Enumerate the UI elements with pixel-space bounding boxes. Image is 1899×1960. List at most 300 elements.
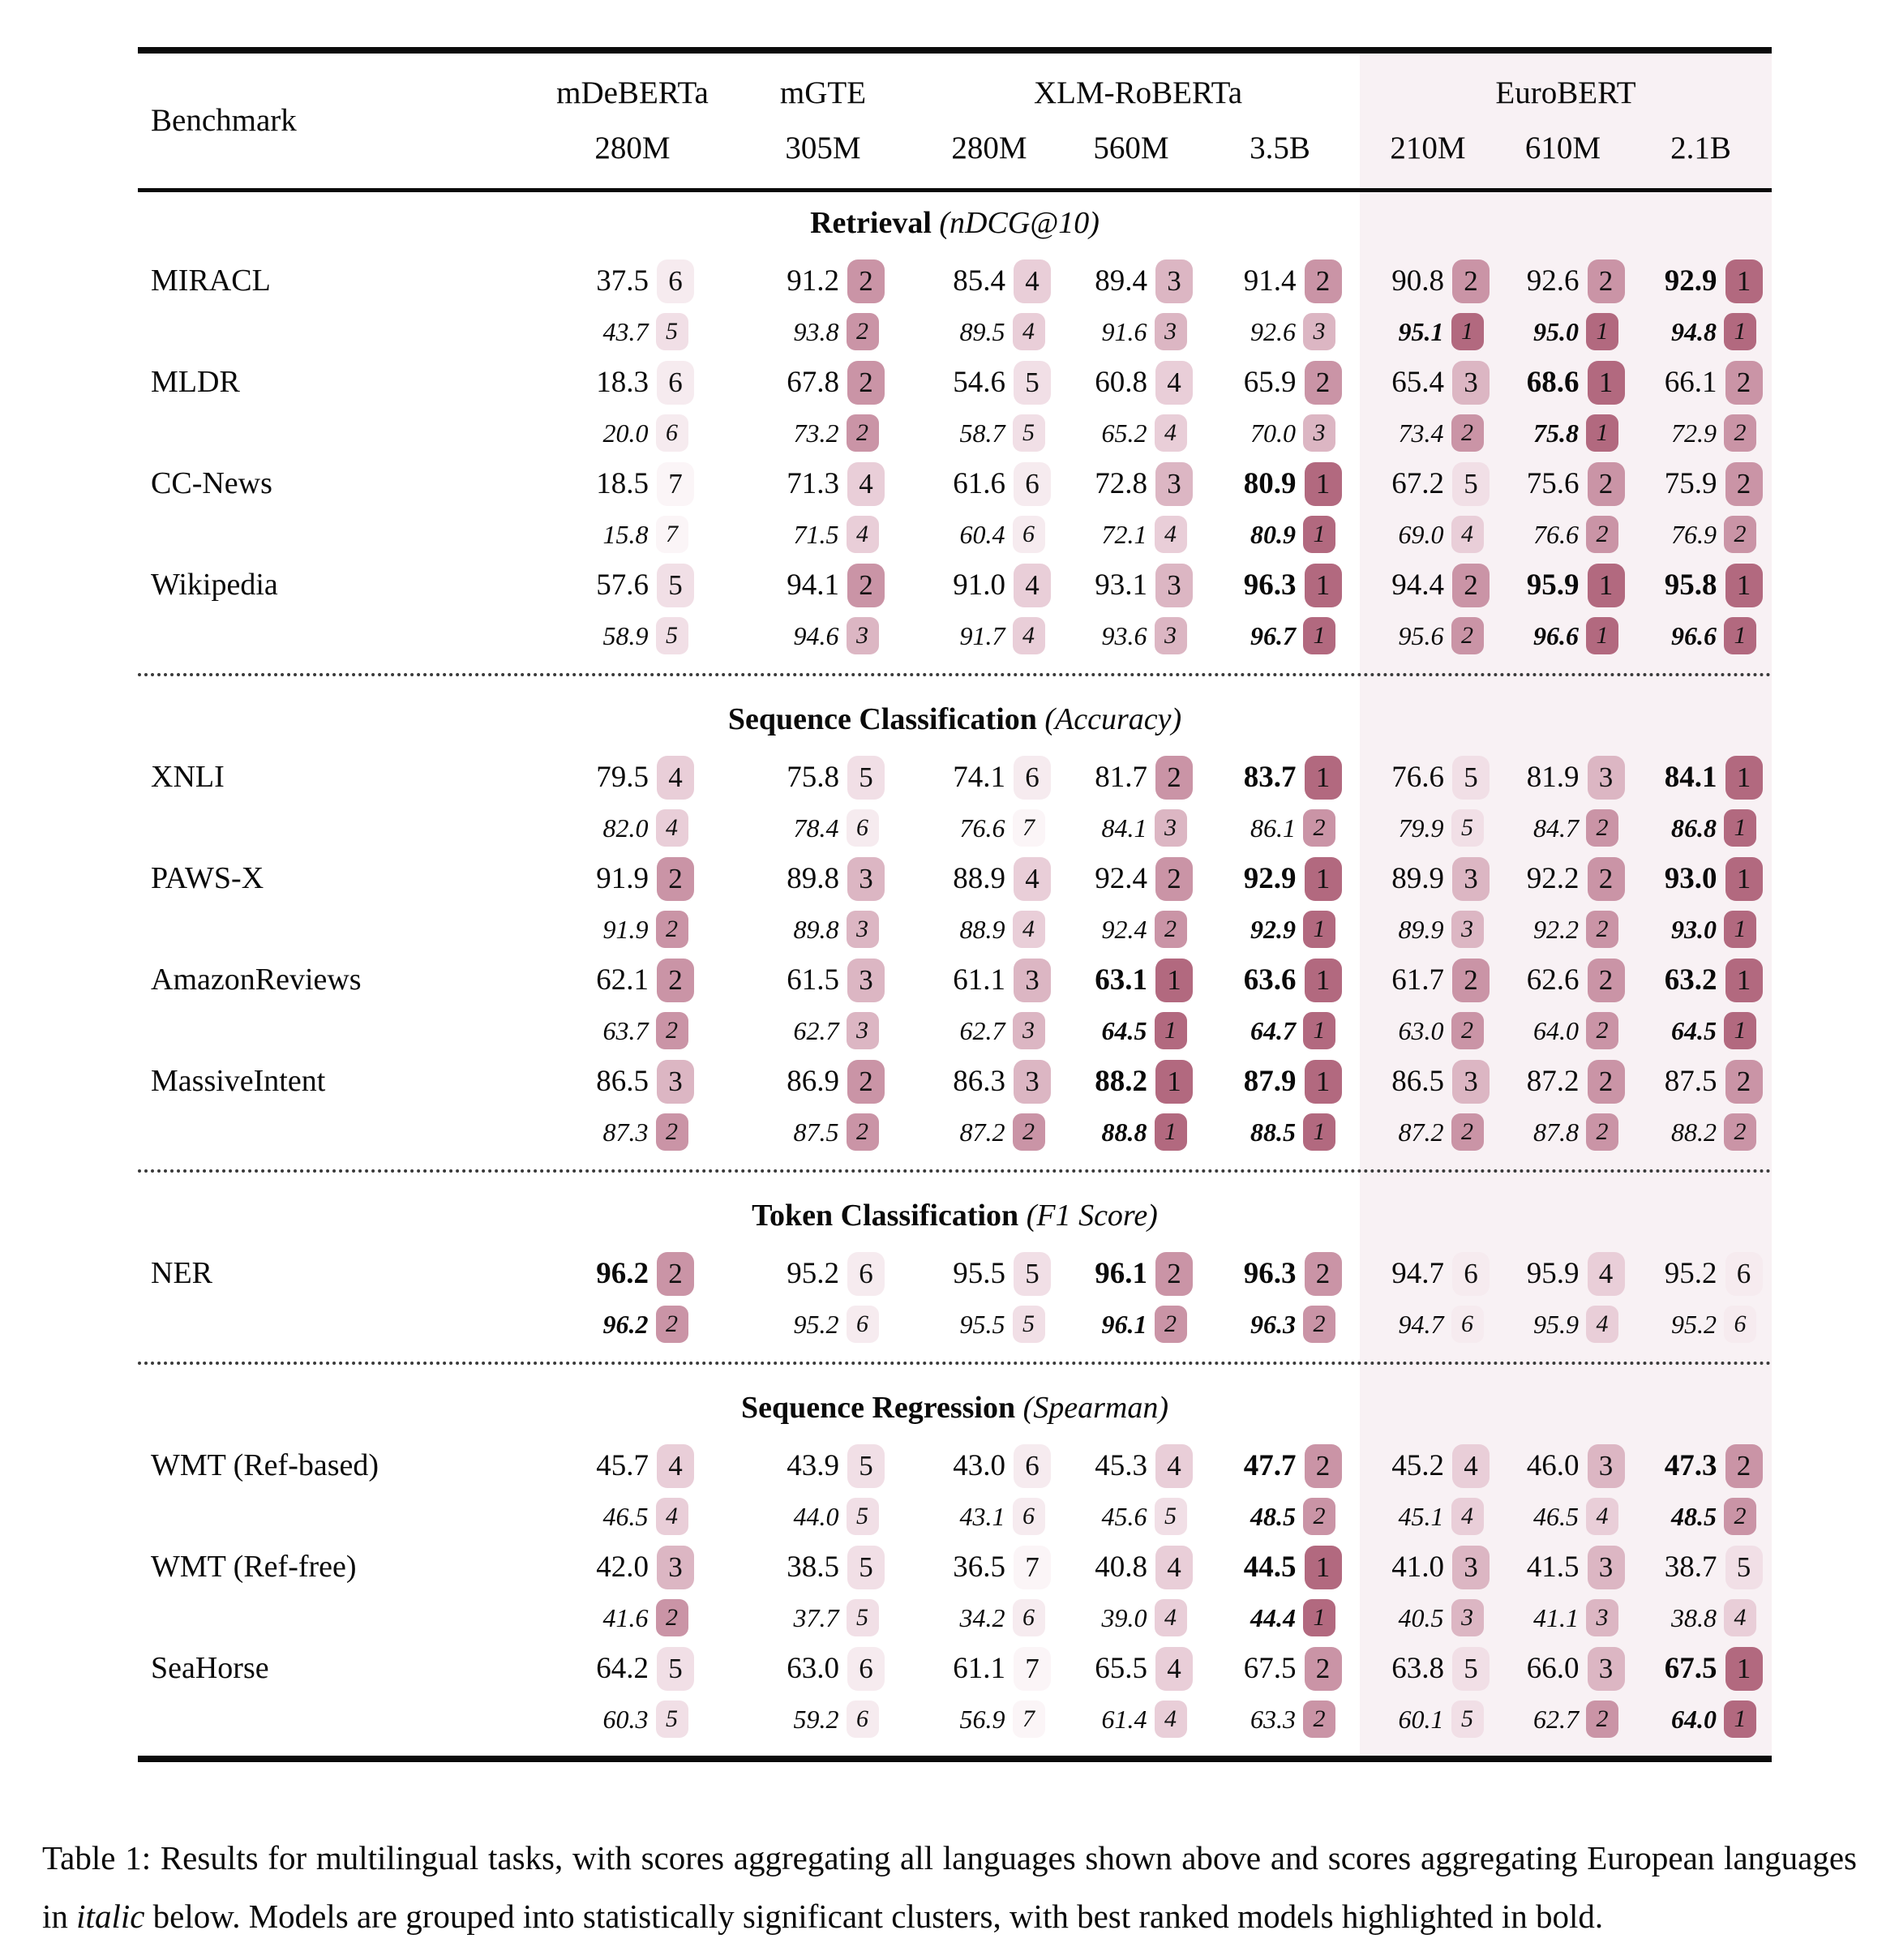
- rank-badge: 2: [1586, 809, 1618, 847]
- score-value: 87.8: [1533, 1117, 1579, 1147]
- rank-badge: 2: [847, 414, 879, 452]
- score-cell: [730, 1641, 916, 1743]
- score-cell: [1200, 953, 1360, 1054]
- rank-badge: 3: [1155, 809, 1187, 847]
- score-value: 95.2: [1671, 1309, 1717, 1339]
- score-value: 63.3: [1250, 1704, 1296, 1734]
- score-value: 65.4: [1391, 366, 1444, 399]
- rank-badge: 5: [1452, 462, 1490, 506]
- score-european-languages: [1630, 1301, 1772, 1348]
- score-cell: [1062, 1439, 1200, 1540]
- model-group-xlm-roberta: XLM-RoBERTa: [1033, 75, 1243, 110]
- score-all-languages: [730, 1246, 916, 1301]
- score-european-languages: [1360, 804, 1496, 851]
- score-value: 87.5: [1664, 1065, 1717, 1098]
- score-european-languages: [1496, 612, 1630, 659]
- rank-badge: 6: [847, 1252, 885, 1296]
- score-european-languages: [1200, 1007, 1360, 1054]
- rank-badge: 1: [1724, 809, 1756, 847]
- score-european-languages: [1496, 906, 1630, 953]
- rank-badge: 4: [1451, 1498, 1484, 1535]
- score-value: 96.3: [1250, 1309, 1296, 1339]
- section-header: [138, 1185, 1772, 1246]
- rank-badge: 3: [1452, 857, 1490, 901]
- score-cell: [916, 1439, 1062, 1540]
- score-european-languages: [1496, 410, 1630, 457]
- score-value: 94.7: [1391, 1257, 1444, 1290]
- score-value: 92.4: [1101, 914, 1147, 944]
- score-value: 64.2: [596, 1652, 649, 1685]
- rank-badge: 2: [1155, 1306, 1187, 1343]
- rank-badge: 3: [847, 959, 885, 1002]
- score-european-languages: [535, 1493, 730, 1540]
- rank-badge: 2: [847, 564, 885, 607]
- score-european-languages: [1630, 511, 1772, 558]
- score-value: 37.7: [793, 1602, 839, 1632]
- score-european-languages: [1630, 1007, 1772, 1054]
- score-value: 83.7: [1243, 761, 1297, 794]
- score-value: 87.2: [1526, 1065, 1580, 1098]
- benchmark-label: SeaHorse: [151, 1651, 269, 1685]
- score-value: 95.0: [1533, 316, 1579, 346]
- rank-badge: 3: [1452, 361, 1490, 405]
- score-european-languages: [1062, 1493, 1200, 1540]
- score-european-languages: [535, 804, 730, 851]
- rank-badge: 3: [1586, 1599, 1618, 1636]
- score-european-languages: [916, 612, 1062, 659]
- score-value: 88.8: [1101, 1117, 1147, 1147]
- score-european-languages: [1630, 804, 1772, 851]
- rank-badge: 5: [1013, 414, 1045, 452]
- score-european-languages: [1496, 1594, 1630, 1641]
- rank-badge: 2: [1724, 1498, 1756, 1535]
- rank-badge: 4: [1155, 516, 1187, 553]
- score-value: 61.7: [1391, 963, 1444, 997]
- score-all-languages: [1062, 750, 1200, 804]
- rank-badge: 6: [1451, 1306, 1484, 1343]
- rank-badge: 1: [1155, 1012, 1187, 1049]
- score-value: 67.8: [787, 366, 839, 399]
- rank-badge: 4: [657, 756, 694, 800]
- score-cell: [1062, 953, 1200, 1054]
- rank-badge: 1: [1305, 857, 1342, 901]
- score-value: 54.6: [953, 366, 1005, 399]
- score-value: 69.0: [1398, 519, 1444, 549]
- score-cell: [730, 851, 916, 953]
- score-all-languages: [916, 254, 1062, 308]
- score-value: 45.3: [1095, 1449, 1147, 1482]
- score-value: 72.8: [1095, 467, 1147, 500]
- rank-badge: 4: [847, 516, 879, 553]
- rank-badge: 2: [1586, 1113, 1618, 1151]
- score-all-languages: [1200, 851, 1360, 906]
- rank-badge: 5: [1451, 1701, 1484, 1738]
- score-european-languages: [1496, 1007, 1630, 1054]
- score-all-languages: [1360, 1246, 1496, 1301]
- score-value: 61.1: [953, 963, 1005, 997]
- score-value: 76.6: [959, 813, 1005, 843]
- model-group-eurobert: EuroBERT: [1495, 75, 1636, 110]
- score-all-languages: [1496, 851, 1630, 906]
- rank-badge: 5: [1014, 361, 1051, 405]
- score-european-languages: [535, 511, 730, 558]
- rank-badge: 1: [1588, 361, 1625, 405]
- score-value: 89.4: [1095, 264, 1147, 298]
- score-value: 96.6: [1533, 620, 1579, 650]
- model-group-mdeberta: mDeBERTa: [556, 75, 709, 110]
- score-cell: [1200, 457, 1360, 558]
- score-value: 64.0: [1671, 1704, 1717, 1734]
- score-cell: [916, 355, 1062, 457]
- score-cell: [1360, 1540, 1496, 1641]
- score-european-languages: [916, 1109, 1062, 1156]
- score-all-languages: [1496, 750, 1630, 804]
- score-cell: [1360, 1641, 1496, 1743]
- score-european-languages: [1360, 1301, 1496, 1348]
- score-cell: [1630, 558, 1772, 659]
- rank-badge: 2: [657, 959, 694, 1002]
- rank-badge: 5: [1451, 809, 1484, 847]
- rank-badge: 6: [847, 809, 879, 847]
- score-all-languages: [1200, 254, 1360, 308]
- rank-badge: 2: [847, 313, 879, 350]
- rank-badge: 2: [1725, 1444, 1763, 1488]
- score-all-languages: [535, 1246, 730, 1301]
- benchmark-row: [138, 254, 1772, 355]
- score-cell: [1200, 1540, 1360, 1641]
- score-european-languages: [916, 1696, 1062, 1743]
- section-divider: [138, 673, 1772, 676]
- rank-badge: 6: [1013, 1599, 1045, 1636]
- score-european-languages: [1200, 410, 1360, 457]
- score-cell: [535, 750, 730, 851]
- rank-badge: 2: [656, 1599, 688, 1636]
- rank-badge: 1: [1725, 1647, 1763, 1691]
- score-cell: [535, 355, 730, 457]
- score-all-languages: [1062, 355, 1200, 410]
- rank-badge: 4: [1155, 1599, 1187, 1636]
- score-value: 67.2: [1391, 467, 1444, 500]
- score-value: 78.4: [793, 813, 839, 843]
- score-cell: [1200, 1246, 1360, 1348]
- score-value: 57.6: [596, 568, 649, 602]
- rank-badge: 5: [1013, 1306, 1045, 1343]
- score-all-languages: [916, 1439, 1062, 1493]
- benchmark-row: [138, 558, 1772, 659]
- rank-badge: 1: [1155, 959, 1193, 1002]
- score-value: 48.5: [1671, 1501, 1717, 1531]
- score-value: 92.9: [1664, 264, 1717, 298]
- score-value: 95.2: [793, 1309, 839, 1339]
- score-cell: [1630, 1439, 1772, 1540]
- score-european-languages: [1200, 906, 1360, 953]
- score-value: 71.3: [787, 467, 839, 500]
- rank-badge: 4: [1586, 1498, 1618, 1535]
- rank-badge: 2: [847, 1060, 885, 1104]
- score-value: 41.5: [1526, 1550, 1580, 1584]
- score-value: 41.6: [602, 1602, 649, 1632]
- score-cell: [916, 558, 1062, 659]
- score-all-languages: [1200, 1641, 1360, 1696]
- rank-badge: 1: [1586, 617, 1618, 654]
- score-value: 79.9: [1398, 813, 1444, 843]
- model-group-mgte: mGTE: [779, 75, 867, 110]
- rank-badge: 3: [847, 1012, 879, 1049]
- rank-badge: 7: [1014, 1546, 1051, 1589]
- score-value: 94.4: [1391, 568, 1444, 602]
- rank-badge: 3: [1014, 1060, 1051, 1104]
- score-value: 86.1: [1250, 813, 1296, 843]
- caption-italic-word: italic: [76, 1898, 145, 1935]
- score-value: 38.5: [787, 1550, 839, 1584]
- rank-badge: 3: [1155, 259, 1193, 303]
- rank-badge: 3: [1588, 1546, 1625, 1589]
- rank-badge: 2: [1725, 361, 1763, 405]
- score-value: 86.3: [953, 1065, 1005, 1098]
- score-european-languages: [730, 1007, 916, 1054]
- score-european-languages: [916, 1007, 1062, 1054]
- rank-badge: 3: [847, 911, 879, 948]
- table-header-rule: [138, 188, 1772, 192]
- score-cell: [1360, 355, 1496, 457]
- score-value: 63.2: [1664, 963, 1717, 997]
- benchmark-row: [138, 1439, 1772, 1540]
- score-cell: [1360, 558, 1496, 659]
- score-all-languages: [1062, 457, 1200, 511]
- score-european-languages: [730, 410, 916, 457]
- rank-badge: 1: [1303, 516, 1335, 553]
- score-european-languages: [1496, 1493, 1630, 1540]
- rank-badge: 5: [1725, 1546, 1763, 1589]
- score-value: 92.9: [1243, 862, 1297, 895]
- score-all-languages: [535, 355, 730, 410]
- score-value: 41.0: [1391, 1550, 1444, 1584]
- score-all-languages: [1496, 1246, 1630, 1301]
- score-value: 64.7: [1250, 1015, 1296, 1045]
- rank-badge: 3: [1451, 911, 1484, 948]
- score-all-languages: [1360, 1054, 1496, 1109]
- score-value: 95.2: [1664, 1257, 1717, 1290]
- score-value: 64.0: [1533, 1015, 1579, 1045]
- score-value: 86.9: [787, 1065, 839, 1098]
- score-european-languages: [1062, 1301, 1200, 1348]
- score-value: 47.3: [1664, 1449, 1717, 1482]
- score-european-languages: [1360, 1007, 1496, 1054]
- rank-badge: 2: [847, 361, 885, 405]
- benchmark-row: [138, 457, 1772, 558]
- score-all-languages: [730, 851, 916, 906]
- rank-badge: 2: [1586, 1012, 1618, 1049]
- rank-badge: 4: [1014, 259, 1051, 303]
- score-all-languages: [916, 1246, 1062, 1301]
- score-european-languages: [1360, 308, 1496, 355]
- score-cell: [1496, 1439, 1630, 1540]
- score-all-languages: [1360, 254, 1496, 308]
- score-value: 88.5: [1250, 1117, 1296, 1147]
- score-all-languages: [916, 457, 1062, 511]
- score-european-languages: [1062, 410, 1200, 457]
- score-value: 92.9: [1250, 914, 1296, 944]
- score-all-languages: [1062, 1540, 1200, 1594]
- benchmark-row: [138, 1641, 1772, 1743]
- rank-badge: 4: [1586, 1306, 1618, 1343]
- score-value: 92.2: [1533, 914, 1579, 944]
- score-european-languages: [916, 1594, 1062, 1641]
- rank-badge: 2: [1588, 959, 1625, 1002]
- score-value: 63.1: [1095, 963, 1147, 997]
- score-european-languages: [1360, 1696, 1496, 1743]
- score-cell: [1062, 1641, 1200, 1743]
- score-value: 60.3: [602, 1704, 649, 1734]
- score-value: 46.5: [1533, 1501, 1579, 1531]
- score-value: 82.0: [602, 813, 649, 843]
- rank-badge: 4: [1013, 911, 1045, 948]
- score-european-languages: [1360, 612, 1496, 659]
- rank-badge: 1: [1303, 1599, 1335, 1636]
- rank-badge: 7: [1014, 1647, 1051, 1691]
- model-size-mgte-305m: 305M: [785, 131, 861, 165]
- score-cell: [1630, 254, 1772, 355]
- score-european-languages: [1630, 1493, 1772, 1540]
- rank-badge: 2: [1305, 1444, 1342, 1488]
- score-value: 89.8: [787, 862, 839, 895]
- score-value: 61.4: [1101, 1704, 1147, 1734]
- rank-badge: 7: [1013, 809, 1045, 847]
- score-value: 40.8: [1095, 1550, 1147, 1584]
- table-body: [138, 192, 1772, 1756]
- rank-badge: 1: [1155, 1060, 1193, 1104]
- rank-badge: 1: [1305, 462, 1342, 506]
- rank-badge: 3: [1013, 1012, 1045, 1049]
- score-value: 95.5: [953, 1257, 1005, 1290]
- score-value: 45.7: [596, 1449, 649, 1482]
- score-value: 18.5: [596, 467, 649, 500]
- score-all-languages: [730, 254, 916, 308]
- score-cell: [730, 355, 916, 457]
- score-european-languages: [1360, 906, 1496, 953]
- rank-badge: 5: [847, 1599, 879, 1636]
- score-value: 89.5: [959, 316, 1005, 346]
- benchmark-label: NER: [151, 1256, 212, 1290]
- score-all-languages: [1630, 953, 1772, 1007]
- score-all-languages: [916, 851, 1062, 906]
- score-cell: [730, 457, 916, 558]
- score-value: 96.1: [1101, 1309, 1147, 1339]
- score-european-languages: [535, 612, 730, 659]
- rank-badge: 1: [1305, 1546, 1342, 1589]
- model-size-euro-2.1b: 2.1B: [1670, 131, 1731, 165]
- rank-badge: 4: [656, 809, 688, 847]
- rank-badge: 4: [1014, 857, 1051, 901]
- score-value: 63.8: [1391, 1652, 1444, 1685]
- benchmark-label: WMT (Ref-based): [151, 1448, 379, 1482]
- score-european-languages: [535, 906, 730, 953]
- score-value: 87.3: [602, 1117, 649, 1147]
- score-all-languages: [1496, 953, 1630, 1007]
- score-cell: [535, 457, 730, 558]
- score-value: 91.2: [787, 264, 839, 298]
- score-european-languages: [535, 410, 730, 457]
- score-cell: [535, 1641, 730, 1743]
- score-value: 62.7: [959, 1015, 1005, 1045]
- table-header: [138, 54, 1772, 188]
- score-cell: [1200, 254, 1360, 355]
- rank-badge: 1: [1724, 1012, 1756, 1049]
- rank-badge: 2: [1305, 1252, 1342, 1296]
- score-all-languages: [730, 953, 916, 1007]
- score-cell: [1496, 558, 1630, 659]
- score-cell: [1630, 355, 1772, 457]
- rank-badge: 6: [657, 361, 694, 405]
- score-all-languages: [535, 750, 730, 804]
- score-european-languages: [1496, 511, 1630, 558]
- score-cell: [1630, 1540, 1772, 1641]
- score-cell: [1360, 1246, 1496, 1348]
- score-value: 89.9: [1391, 862, 1444, 895]
- score-cell: [1360, 1439, 1496, 1540]
- score-value: 65.9: [1243, 366, 1297, 399]
- score-cell: [730, 953, 916, 1054]
- score-cell: [535, 1439, 730, 1540]
- score-value: 70.0: [1250, 418, 1296, 448]
- score-all-languages: [1630, 1540, 1772, 1594]
- score-value: 84.1: [1101, 813, 1147, 843]
- score-cell: [1062, 1054, 1200, 1156]
- score-all-languages: [1200, 558, 1360, 612]
- score-value: 38.7: [1664, 1550, 1717, 1584]
- score-value: 72.9: [1671, 418, 1717, 448]
- rank-badge: 1: [1724, 1701, 1756, 1738]
- rank-badge: 5: [847, 756, 885, 800]
- score-value: 95.2: [787, 1257, 839, 1290]
- table-top-rule: [138, 47, 1772, 54]
- score-european-languages: [1062, 308, 1200, 355]
- score-cell: [1496, 1246, 1630, 1348]
- rank-badge: 2: [1303, 1498, 1335, 1535]
- score-all-languages: [1496, 457, 1630, 511]
- score-all-languages: [1200, 750, 1360, 804]
- score-all-languages: [535, 558, 730, 612]
- rank-badge: 2: [1588, 1060, 1625, 1104]
- score-value: 62.7: [1533, 1704, 1579, 1734]
- score-cell: [1496, 1540, 1630, 1641]
- score-all-languages: [1062, 1439, 1200, 1493]
- rank-badge: 1: [1724, 617, 1756, 654]
- model-size-xlm-3.5b: 3.5B: [1250, 131, 1310, 165]
- score-cell: [1062, 254, 1200, 355]
- benchmark-column-header: Benchmark: [151, 102, 297, 138]
- score-cell: [1496, 457, 1630, 558]
- table-caption: [42, 1829, 1857, 1945]
- score-value: 92.6: [1250, 316, 1296, 346]
- score-value: 87.2: [959, 1117, 1005, 1147]
- model-size-euro-610m: 610M: [1524, 131, 1601, 165]
- rank-badge: 3: [1155, 564, 1193, 607]
- rank-badge: 2: [1305, 361, 1342, 405]
- section-metric: (Spearman): [1015, 1391, 1169, 1425]
- score-european-languages: [535, 1109, 730, 1156]
- score-european-languages: [730, 1109, 916, 1156]
- score-value: 60.8: [1095, 366, 1147, 399]
- score-all-languages: [916, 558, 1062, 612]
- rank-badge: 1: [1303, 1012, 1335, 1049]
- score-value: 87.5: [793, 1117, 839, 1147]
- score-all-languages: [1062, 1246, 1200, 1301]
- rank-badge: 2: [1303, 809, 1335, 847]
- score-european-languages: [916, 1493, 1062, 1540]
- section-title: Sequence Classification: [727, 702, 1037, 736]
- score-all-languages: [1630, 254, 1772, 308]
